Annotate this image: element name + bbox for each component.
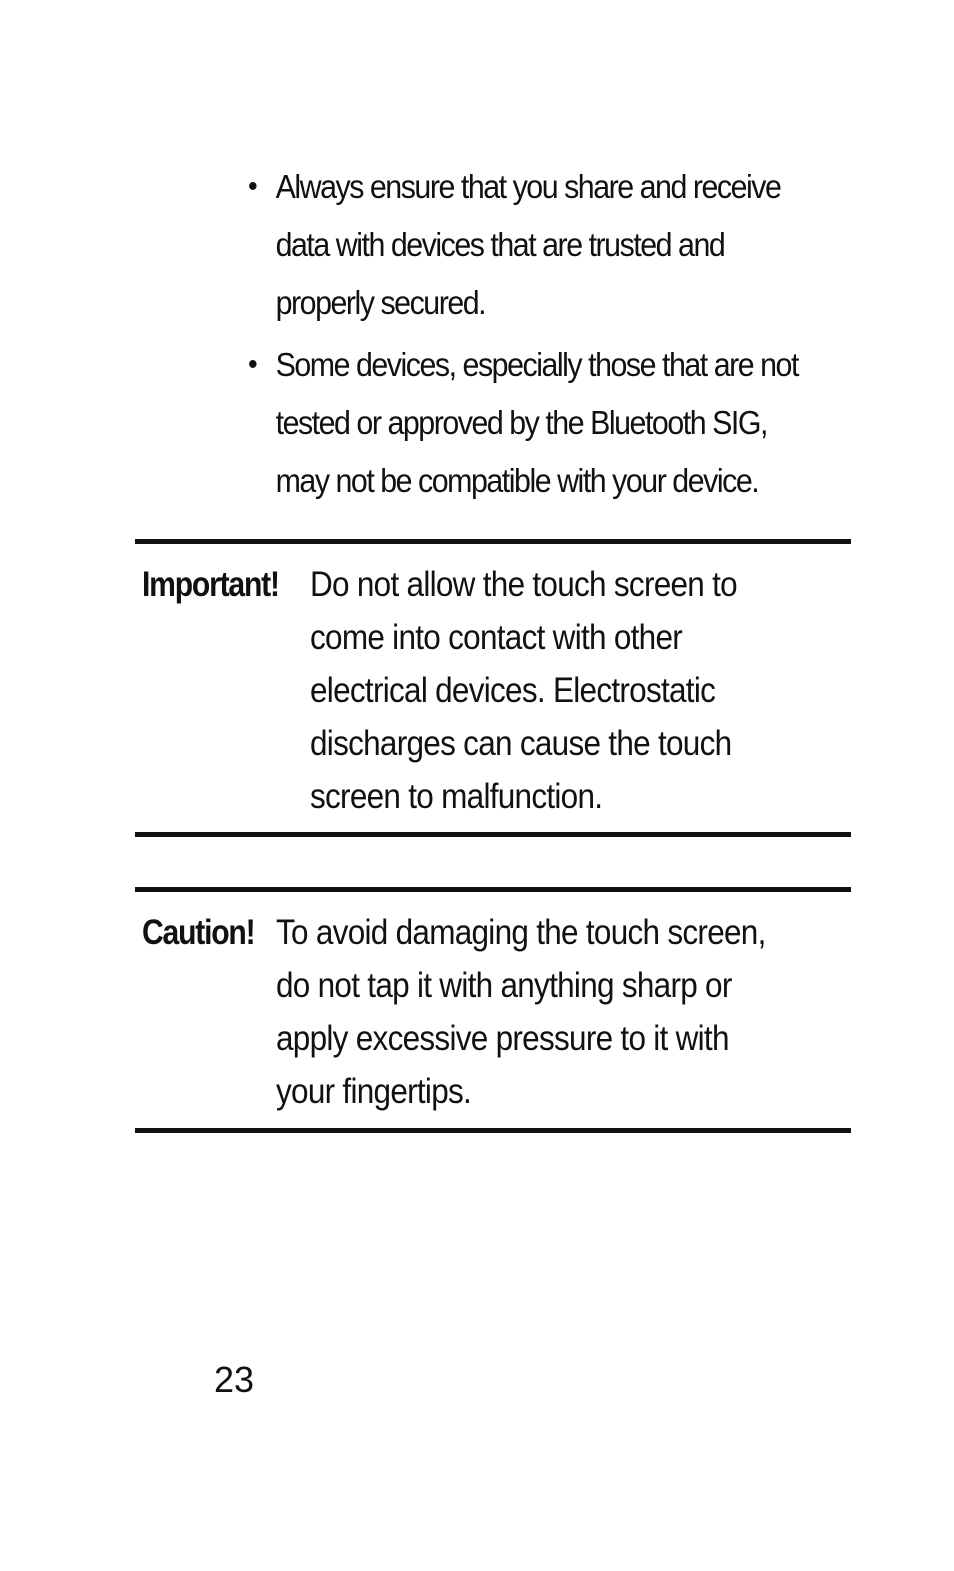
- caution-label: Caution!: [142, 913, 255, 952]
- page-number: 23: [214, 1359, 255, 1400]
- bullet-text: Always ensure that you share and receive data with devices that are trusted and properly secured.: [275, 168, 781, 321]
- caution-text: To avoid damaging the touch screen, do not tap it with anything sharp or apply excessive pressure to it with your fingertips.: [276, 913, 766, 1111]
- important-label: Important!: [142, 565, 279, 604]
- important-notice: [135, 539, 851, 837]
- bullet-icon: •: [248, 348, 257, 381]
- bullet-text: Some devices, especially those that are not tested or approved by the Bluetooth SIG, may not be compatible with your device.: [275, 346, 798, 499]
- list-item: [248, 158, 818, 332]
- important-text: Do not allow the touch screen to come into contact with other electrical devices. Electrostatic discharges can cause the touch screen to malfunction.: [310, 565, 737, 816]
- bullet-list: [248, 158, 868, 514]
- list-item: [248, 336, 818, 510]
- bullet-icon: •: [248, 170, 257, 203]
- caution-notice: [135, 887, 851, 1133]
